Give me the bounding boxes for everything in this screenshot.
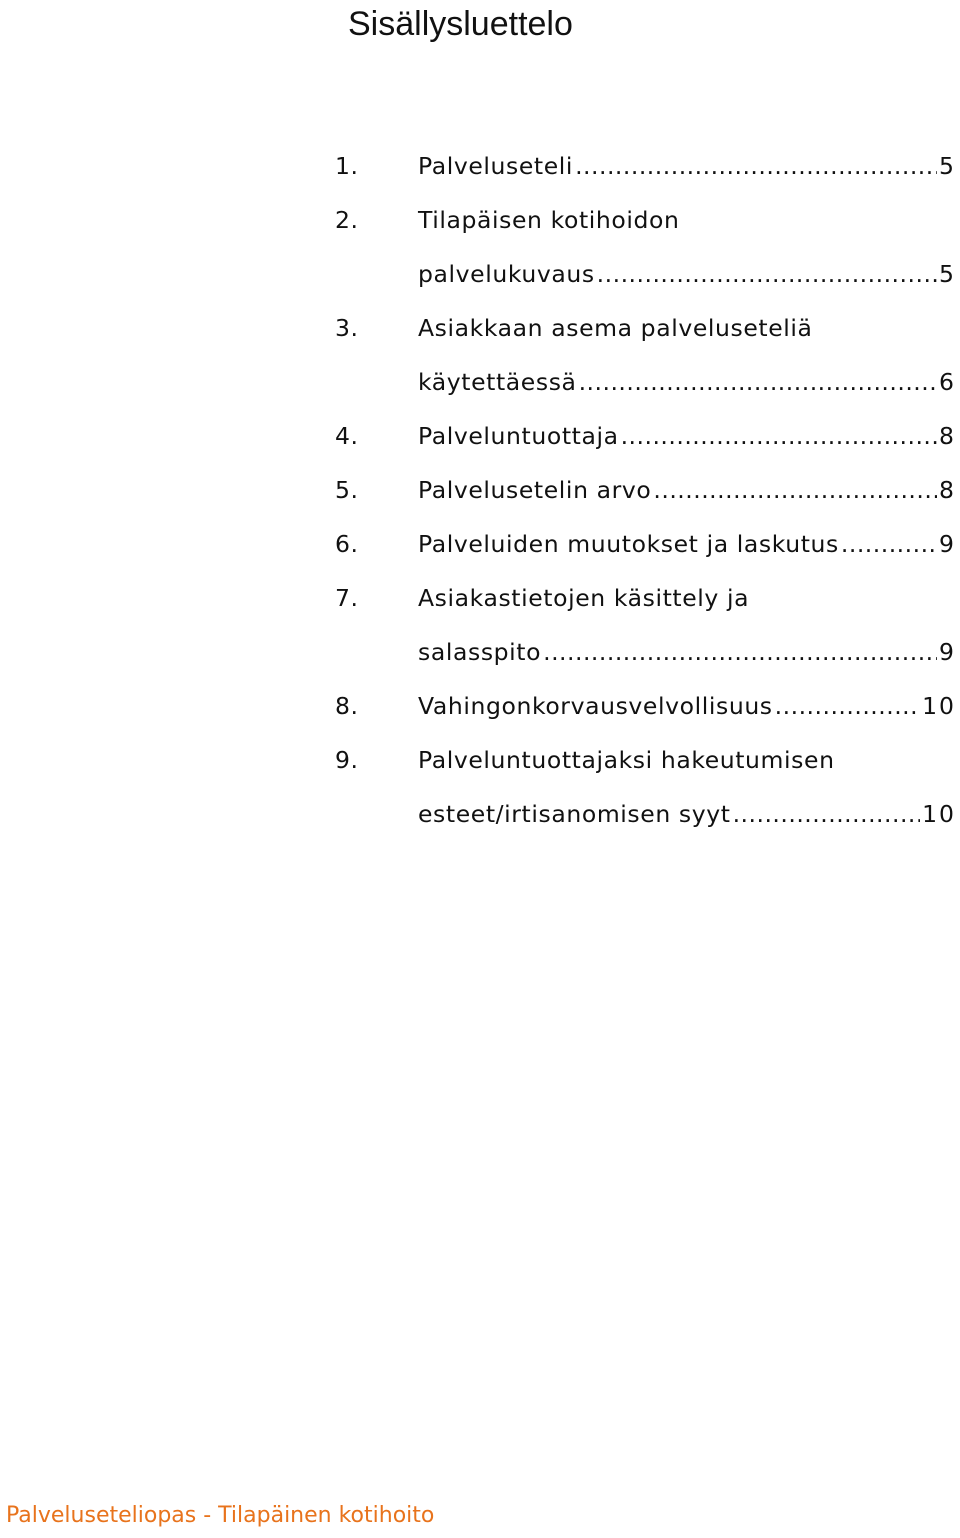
toc-item-9[interactable] — [0, 733, 960, 787]
toc-item-3-continued[interactable] — [0, 355, 960, 409]
toc-entry — [418, 679, 956, 733]
toc-item-8[interactable] — [0, 679, 960, 733]
toc-number: 8. — [335, 692, 359, 720]
toc-title: salasspito — [418, 638, 542, 666]
toc-item-2[interactable] — [0, 193, 960, 247]
toc-number: 5. — [335, 476, 359, 504]
toc-page-number: 9 — [939, 530, 956, 558]
toc-item-6[interactable] — [0, 517, 960, 571]
toc-item-9-continued[interactable] — [0, 787, 960, 841]
toc-entry — [418, 139, 956, 193]
toc-item-7[interactable] — [0, 571, 960, 625]
dot-leader — [597, 247, 937, 301]
toc-page-number: 9 — [939, 638, 956, 666]
dot-leader — [733, 787, 921, 841]
toc-title: Palvelusetelin arvo — [418, 476, 652, 504]
toc-page-number: 10 — [922, 800, 956, 828]
dot-leader — [775, 679, 920, 733]
toc-item-3[interactable] — [0, 301, 960, 355]
toc-entry — [418, 409, 956, 463]
toc-title: Palveluntuottaja — [418, 422, 619, 450]
toc-item-7-continued[interactable] — [0, 625, 960, 679]
toc-number: 1. — [335, 152, 359, 180]
toc-title-line: Palveluntuottajaksi hakeutumisen — [418, 746, 835, 774]
toc-number: 4. — [335, 422, 359, 450]
dot-leader — [841, 517, 937, 571]
toc-title-line: Asiakkaan asema palveluseteliä — [418, 314, 813, 342]
toc-title: käytettäessä — [418, 368, 577, 396]
toc-item-5[interactable] — [0, 463, 960, 517]
toc-page-number: 8 — [939, 422, 956, 450]
toc-entry — [418, 355, 956, 409]
toc-page-number: 5 — [939, 152, 956, 180]
toc-page-number: 10 — [922, 692, 956, 720]
toc-entry — [418, 247, 956, 301]
toc-entry — [418, 463, 956, 517]
toc-item-2-continued[interactable] — [0, 247, 960, 301]
toc-number: 9. — [335, 746, 359, 774]
toc-entry — [418, 625, 956, 679]
toc-entry — [418, 517, 956, 571]
toc-page-number: 5 — [939, 260, 956, 288]
toc-entry — [418, 787, 956, 841]
dot-leader — [579, 355, 937, 409]
footer-caption: Palveluseteliopas - Tilapäinen kotihoito — [6, 1503, 435, 1528]
dot-leader — [621, 409, 937, 463]
dot-leader — [543, 625, 937, 679]
toc-item-4[interactable] — [0, 409, 960, 463]
toc-number: 6. — [335, 530, 359, 558]
toc-title: palvelukuvaus — [418, 260, 595, 288]
toc-title: Palveluseteli — [418, 152, 574, 180]
toc-number: 7. — [335, 584, 359, 612]
toc-title: Vahingonkorvausvelvollisuus — [418, 692, 773, 720]
toc-page-number: 6 — [939, 368, 956, 396]
toc-title: Palveluiden muutokset ja laskutus — [418, 530, 839, 558]
toc-title-line: Tilapäisen kotihoidon — [418, 206, 680, 234]
dot-leader — [575, 139, 937, 193]
toc-title: esteet/irtisanomisen syyt — [418, 800, 731, 828]
toc-item-1[interactable] — [0, 139, 960, 193]
dot-leader — [653, 463, 937, 517]
toc-page-number: 8 — [939, 476, 956, 504]
page-title: Sisällysluettelo — [348, 5, 573, 43]
toc-title-line: Asiakastietojen käsittely ja — [418, 584, 750, 612]
toc-number: 3. — [335, 314, 359, 342]
toc-number: 2. — [335, 206, 359, 234]
